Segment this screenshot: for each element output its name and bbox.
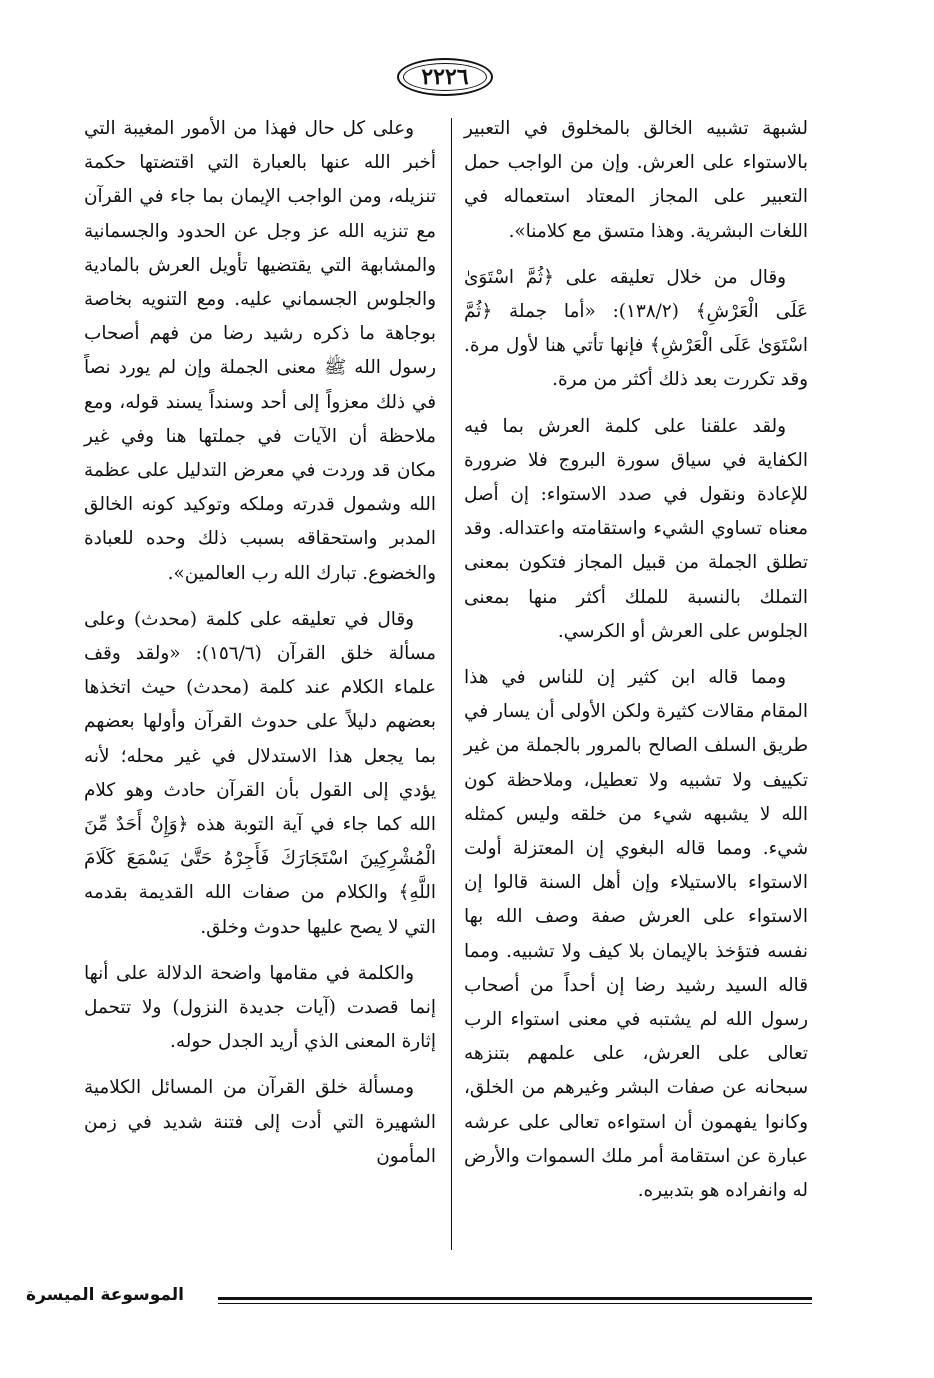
footer-title: الموسوعة الميسرة (26, 1285, 184, 1305)
column-divider (451, 118, 452, 1250)
footer-rule-thin (218, 1303, 812, 1304)
paragraph: وقال في تعليقه على كلمة (محدث) وعلى مسألة خلق القرآن (١٥٦/٦): «ولقد وقف علماء الكلام عند كلمة (محدث) حيث اتخذها بعضهم دليلاً على حدوث القرآن وأولها بعضهم بما يجعل هذا الاستدلال في غير محله؛ لأنه يؤدي إلى القول بأن القرآن حادث وهو كلام الله كما جاء في آية التوبة هذه ﴿وَإِنْ أَحَدٌ مِّنَ الْمُشْرِكِينَ اسْتَجَارَكَ فَأَجِرْهُ حَتَّىٰ يَسْمَعَ كَلَامَ اللَّهِ﴾ والكلام من صفات الله القديمة بقدمه التي لا يصح عليها حدوث وخلق. (84, 608, 437, 938)
left-column (84, 112, 436, 1186)
page-number-ornament (397, 58, 493, 96)
paragraph: ومما قاله ابن كثير إن للناس في هذا المقام مقالات كثيرة ولكن الأولى أن يسار في طريق السلف الصالح بالمرور بالجملة من غير تكييف ولا تشبيه ولا تعطيل، وملاحظة كون الله لا يشبهه شيء من خلقه وليس كمثله شيء. ومما قاله البغوي إن المعتزلة أولت الاستواء بالاستيلاء وإن أهل السنة قالوا إن الاستواء على العرش صفة وصف الله بها نفسه فتؤخذ بالإيمان بلا كيف ولا تشبيه. ومما قاله السيد رشيد رضا إن أحداً من أصحاب رسول الله لم يشتبه في معنى استواء الرب تعالى على العرش، على علمهم بتنزهه سبحانه عن صفات البشر وغيرهم من الخلق، وكانوا يفهمون أن استواءه تعالى على عرشه عبارة عن استقامة أمر ملك السموات والأرض له وانفراده هو بتدبيره. (464, 667, 808, 1202)
paragraph: وقال من خلال تعليقه على ﴿ثُمَّ اسْتَوَىٰ عَلَى الْعَرْشِ﴾ (١٣٨/٢): «أما جملة ﴿ثُمَّ اسْتَوَىٰ عَلَى الْعَرْشِ﴾ فإنها تأتي هنا لأول مرة. وقد تكررت بعد ذلك أكثر من مرة. (464, 266, 809, 391)
paragraph: ولقد علقنا على كلمة العرش بما فيه الكفاية في سياق سورة البروج فلا ضرورة للإعادة ونقول في صدد الاستواء: إن أصل معناه تساوي الشيء واستقامته واعتداله. وقد تطلق الجملة من قبيل المجاز فتكون بمعنى التملك بالنسبة للملك أكثر منها بمعنى الجلوس على العرش أو الكرسي. (464, 415, 808, 642)
footer-rule (218, 1297, 812, 1300)
page-number: ٢٢٢٦ (421, 64, 469, 90)
paragraph: ومسألة خلق القرآن من المسائل الكلامية الشهيرة التي أدت إلى فتنة شديد في زمن المأمون (84, 1077, 436, 1167)
paragraph: والكلمة في مقامها واضحة الدلالة على أنها إنما قصدت (آيات جديدة النزول) ولا تتحمل إثارة المعنى الذي أريد الجدل حوله. (84, 962, 436, 1053)
paragraph: وعلى كل حال فهذا من الأمور المغيبة التي أخبر الله عنها بالعبارة التي اقتضتها حكمة تنزيله، ومن الواجب الإيمان بما جاء في القرآن مع تنزيه الله عز وجل عن الحدود والجسمانية والمشابهة التي يقتضيها تأويل العرش بالمادية والجلوس الجسماني عليه. ومع التنويه بخاصة بوجاهة ما ذكره رشيد رضا من فهم أصحاب رسول الله ﷺ معنى الجملة وإن لم يورد نصاً في ذلك معزواً إلى أحد وسنداً يسند قوله، ومع ملاحظة أن الآيات في جملتها هنا وفي غير مكان قد وردت في معرض التدليل على عظمة الله وشمول قدرته وملكه وتوكيد كونه الخالق المدبر واستحقاقه بسبب ذلك وحده للعبادة والخضوع. تبارك الله رب العالمين». (84, 118, 436, 584)
right-column (464, 112, 808, 1220)
paragraph: لشبهة تشبيه الخالق بالمخلوق في التعبير بالاستواء على العرش. وإن من الواجب حمل التعبير على المجاز المعتاد استعماله في اللغات البشرية. وهذا متسق مع كلامنا». (464, 118, 808, 242)
page-footer (26, 1285, 812, 1315)
